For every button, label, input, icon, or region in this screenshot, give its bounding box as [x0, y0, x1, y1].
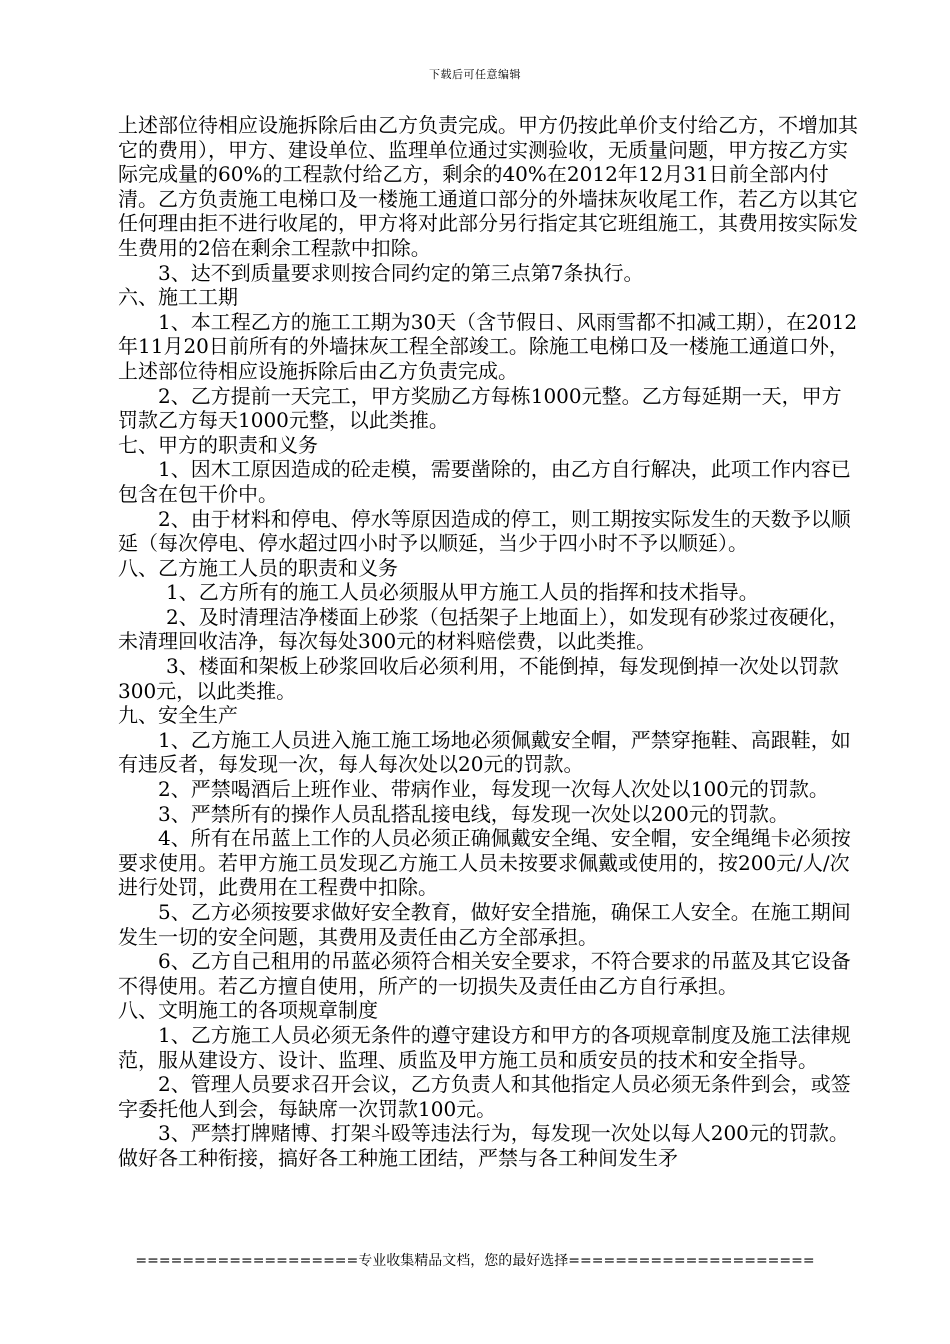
- section-heading: 八、乙方施工人员的职责和义务: [118, 555, 398, 580]
- clause-paragraph: 2、由于材料和停电、停水等原因造成的停工，则工期按实际发生的天数予以顺延（每次停电、停水超过四小时予以顺延，当少于四小时不予以顺延）。: [118, 506, 851, 556]
- section-heading: 八、文明施工的各项规章制度: [118, 998, 378, 1023]
- clause-paragraph: 2、及时清理洁净楼面上砂浆（包括架子上地面上），如发现有砂浆过夜硬化，未清理回收洁净，每次每处300元的材料赔偿费，以此类推。: [118, 604, 849, 654]
- clause-paragraph: 4、所有在吊蓝上工作的人员必须正确佩戴安全绳、安全帽，安全绳绳卡必须按要求使用。若甲方施工员发现乙方施工人员未按要求佩戴或使用的，按200元/人/次进行处罚，此费用在工程费中扣除。: [118, 826, 851, 900]
- section-heading: 七、甲方的职责和义务: [118, 432, 318, 457]
- clause-paragraph: 6、乙方自己租用的吊蓝必须符合相关安全要求，不符合要求的吊蓝及其它设备不得使用。若乙方擅自使用，所产的一切损失及责任由乙方自行承担。: [118, 949, 851, 998]
- clause-paragraph: 2、乙方提前一天完工，甲方奖励乙方每栋1000元整。乙方每延期一天，甲方罚款乙方每天1000元整，以此类推。: [118, 383, 842, 433]
- clause-paragraph: 3、严禁所有的操作人员乱搭乱接电线，每发现一次处以200元的罚款。: [158, 801, 789, 826]
- clause-paragraph: 3、楼面和架板上砂浆回收后必须利用，不能倒掉，每发现倒掉一次处以罚款300元，以此类推。: [118, 654, 839, 703]
- clause-paragraph: 3、达不到质量要求则按合同约定的第三点第7条执行。: [158, 260, 644, 285]
- clause-paragraph: 3、严禁打牌赌博、打架斗殴等违法行为，每发现一次处以每人200元的罚款。做好各工种衔接，搞好各工种施工团结，严禁与各工种间发生矛: [118, 1121, 849, 1170]
- section-heading: 九、安全生产: [118, 703, 238, 728]
- page-footer: ===================专业收集精品文档，您的最好选择=====================: [135, 1253, 815, 1269]
- clause-paragraph: 1、乙方施工人员必须无条件的遵守建设方和甲方的各项规章制度及施工法律规范，服从建设方、设计、监理、质监及甲方施工员和质安员的技术和安全指导。: [118, 1022, 851, 1072]
- continued-paragraph: 上述部位待相应设施拆除后由乙方负责完成。甲方仍按此单价支付给乙方，不增加其它的费用），甲方、建设单位、监理单位通过实测验收，无质量问题，甲方按乙方实际完成量的60%的工程款付给乙方，剩余的40%在2012年12月31日前全部内付清。乙方负责施工电梯口及一楼施工通道口部分的外墙抹灰收尾工作，若乙方以其它任何理由拒不进行收尾的，甲方将对此部分另行指定其它班组施工，其费用按实际发生费用的2倍在剩余工程款中扣除。: [118, 113, 858, 260]
- page-header: 下载后可任意编辑: [429, 68, 521, 81]
- section-heading: 六、施工工期: [118, 285, 238, 310]
- document-body: [118, 113, 858, 1171]
- clause-paragraph: 5、乙方必须按要求做好安全教育，做好安全措施，确保工人安全。在施工期间发生一切的安全问题，其费用及责任由乙方全部承担。: [118, 900, 851, 949]
- clause-paragraph: 1、乙方施工人员进入施工施工场地必须佩戴安全帽，严禁穿拖鞋、高跟鞋，如有违反者，每发现一次，每人每次处以20元的罚款。: [118, 727, 851, 777]
- clause-paragraph: 1、本工程乙方的施工工期为30天（含节假日、风雨雪都不扣减工期），在2012年11月20日前所有的外墙抹灰工程全部竣工。除施工电梯口及一楼施工通道口外，上述部位待相应设施拆除后由乙方负责完成。: [118, 309, 858, 383]
- clause-paragraph: 2、管理人员要求召开会议，乙方负责人和其他指定人员必须无条件到会，或签字委托他人到会，每缺席一次罚款100元。: [118, 1072, 851, 1121]
- clause-paragraph: 1、因木工原因造成的砼走模，需要凿除的，由乙方自行解决，此项工作内容已包含在包干价中。: [118, 457, 851, 506]
- clause-paragraph: 2、严禁喝酒后上班作业、带病作业，每发现一次每人次处以100元的罚款。: [158, 777, 829, 802]
- clause-paragraph: 1、乙方所有的施工人员必须服从甲方施工人员的指挥和技术指导。: [166, 580, 759, 605]
